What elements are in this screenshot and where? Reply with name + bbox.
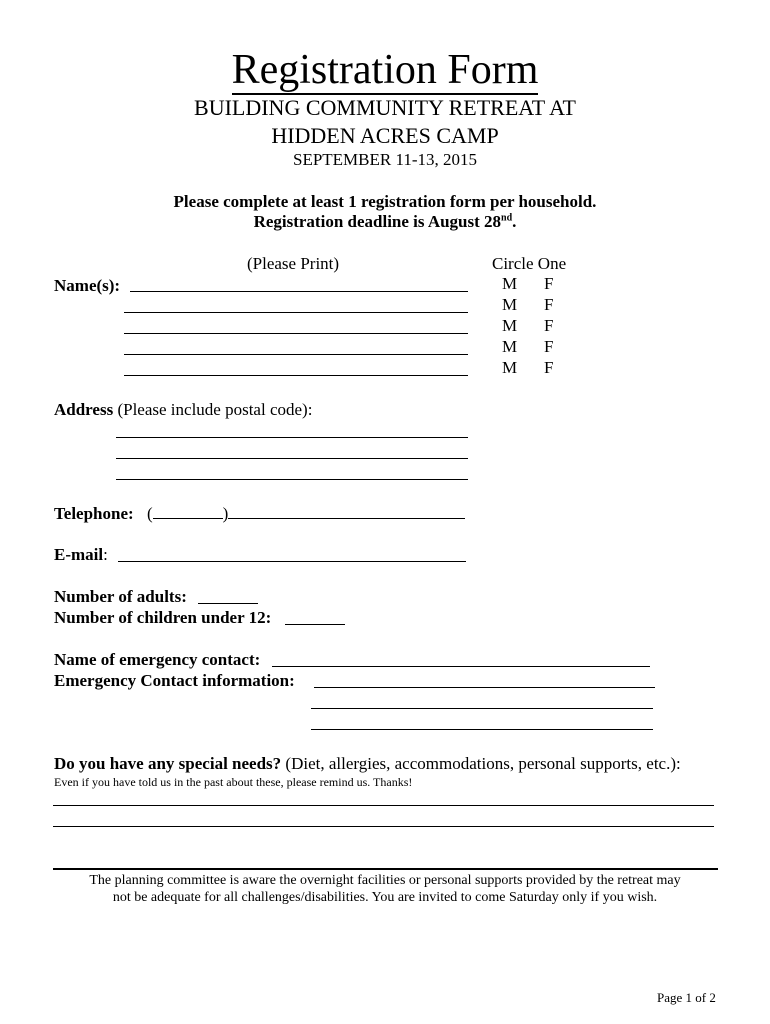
event-dates: SEPTEMBER 11-13, 2015: [292, 150, 478, 169]
name-field-1[interactable]: [130, 291, 468, 292]
sex-option-f[interactable]: F: [544, 295, 554, 314]
emergency-name-field[interactable]: [272, 666, 650, 667]
event-title-line2: HIDDEN ACRES CAMP: [271, 123, 499, 148]
event-title-line1: BUILDING COMMUNITY RETREAT AT: [194, 95, 576, 120]
sex-option-m[interactable]: M: [502, 358, 518, 377]
emergency-info-field-1[interactable]: [314, 687, 655, 688]
children-label: Number of children under 12:: [54, 608, 272, 627]
page-title: [0, 46, 770, 94]
address-note: (Please include postal code):: [113, 400, 313, 419]
name-field-5[interactable]: [124, 375, 468, 376]
email-label: E-mail: [54, 545, 104, 564]
instruction-household: Please complete at least 1 registration form per household.: [173, 192, 597, 211]
area-code-input[interactable]: [153, 518, 223, 519]
page-number: Page 1 of 2: [657, 990, 716, 1005]
emergency-info-field-3[interactable]: [311, 729, 653, 730]
special-needs-question: [54, 754, 681, 774]
name-field-2[interactable]: [124, 312, 468, 313]
address-field-1[interactable]: [116, 437, 468, 438]
children-count-field[interactable]: [285, 624, 345, 625]
email-field[interactable]: [118, 561, 466, 562]
sex-option-m[interactable]: M: [502, 274, 518, 293]
address-label-bold: Address: [54, 400, 114, 419]
sex-option-m[interactable]: M: [502, 337, 518, 356]
title-text: Registration Form: [231, 47, 539, 93]
deadline-text: Registration deadline is August 28: [253, 212, 502, 231]
telephone-field[interactable]: [147, 504, 465, 524]
circle-one-note: Circle One: [492, 254, 567, 273]
sex-option-f[interactable]: F: [544, 358, 554, 377]
sex-option-m[interactable]: M: [502, 316, 518, 335]
adults-count-field[interactable]: [198, 603, 258, 604]
disclaimer-line2: not be adequate for all challenges/disabilities. You are invited to come Saturday only if you wish.: [112, 890, 658, 905]
instruction-deadline: [0, 212, 770, 232]
address-field-2[interactable]: [116, 458, 468, 459]
name-field-3[interactable]: [124, 333, 468, 334]
address-label: [54, 400, 312, 420]
special-needs-examples: (Diet, allergies, accommodations, personal supports, etc.):: [281, 754, 681, 773]
sex-option-f[interactable]: F: [544, 274, 554, 293]
deadline-superscript: nd: [501, 212, 513, 224]
emergency-name-label: Name of emergency contact:: [54, 650, 261, 669]
telephone-label: Telephone:: [54, 504, 134, 523]
disclaimer-line1: The planning committee is aware the overnight facilities or personal supports provided by the retreat may: [89, 873, 681, 888]
address-field-3[interactable]: [116, 479, 468, 480]
area-code-open-paren: (: [147, 504, 153, 523]
sex-option-f[interactable]: F: [544, 337, 554, 356]
area-code-close-paren: ): [222, 504, 229, 523]
special-needs-question-bold: Do you have any special needs?: [54, 754, 282, 773]
name-field-4[interactable]: [124, 354, 468, 355]
phone-number-input[interactable]: [228, 518, 465, 519]
adults-label: Number of adults:: [54, 587, 187, 606]
emergency-info-field-2[interactable]: [311, 708, 653, 709]
email-row: E-mail:: [54, 545, 108, 564]
please-print-note: (Please Print): [247, 254, 340, 273]
special-needs-field-1[interactable]: [53, 805, 714, 806]
divider: [53, 868, 718, 870]
sex-option-f[interactable]: F: [544, 316, 554, 335]
sex-option-m[interactable]: M: [502, 295, 518, 314]
names-label: Name(s):: [54, 276, 121, 295]
special-needs-field-2[interactable]: [53, 826, 714, 827]
emergency-info-label: Emergency Contact information:: [54, 671, 295, 690]
deadline-period: .: [512, 212, 517, 231]
special-needs-reminder: Even if you have told us in the past about these, please remind us. Thanks!: [54, 775, 413, 789]
